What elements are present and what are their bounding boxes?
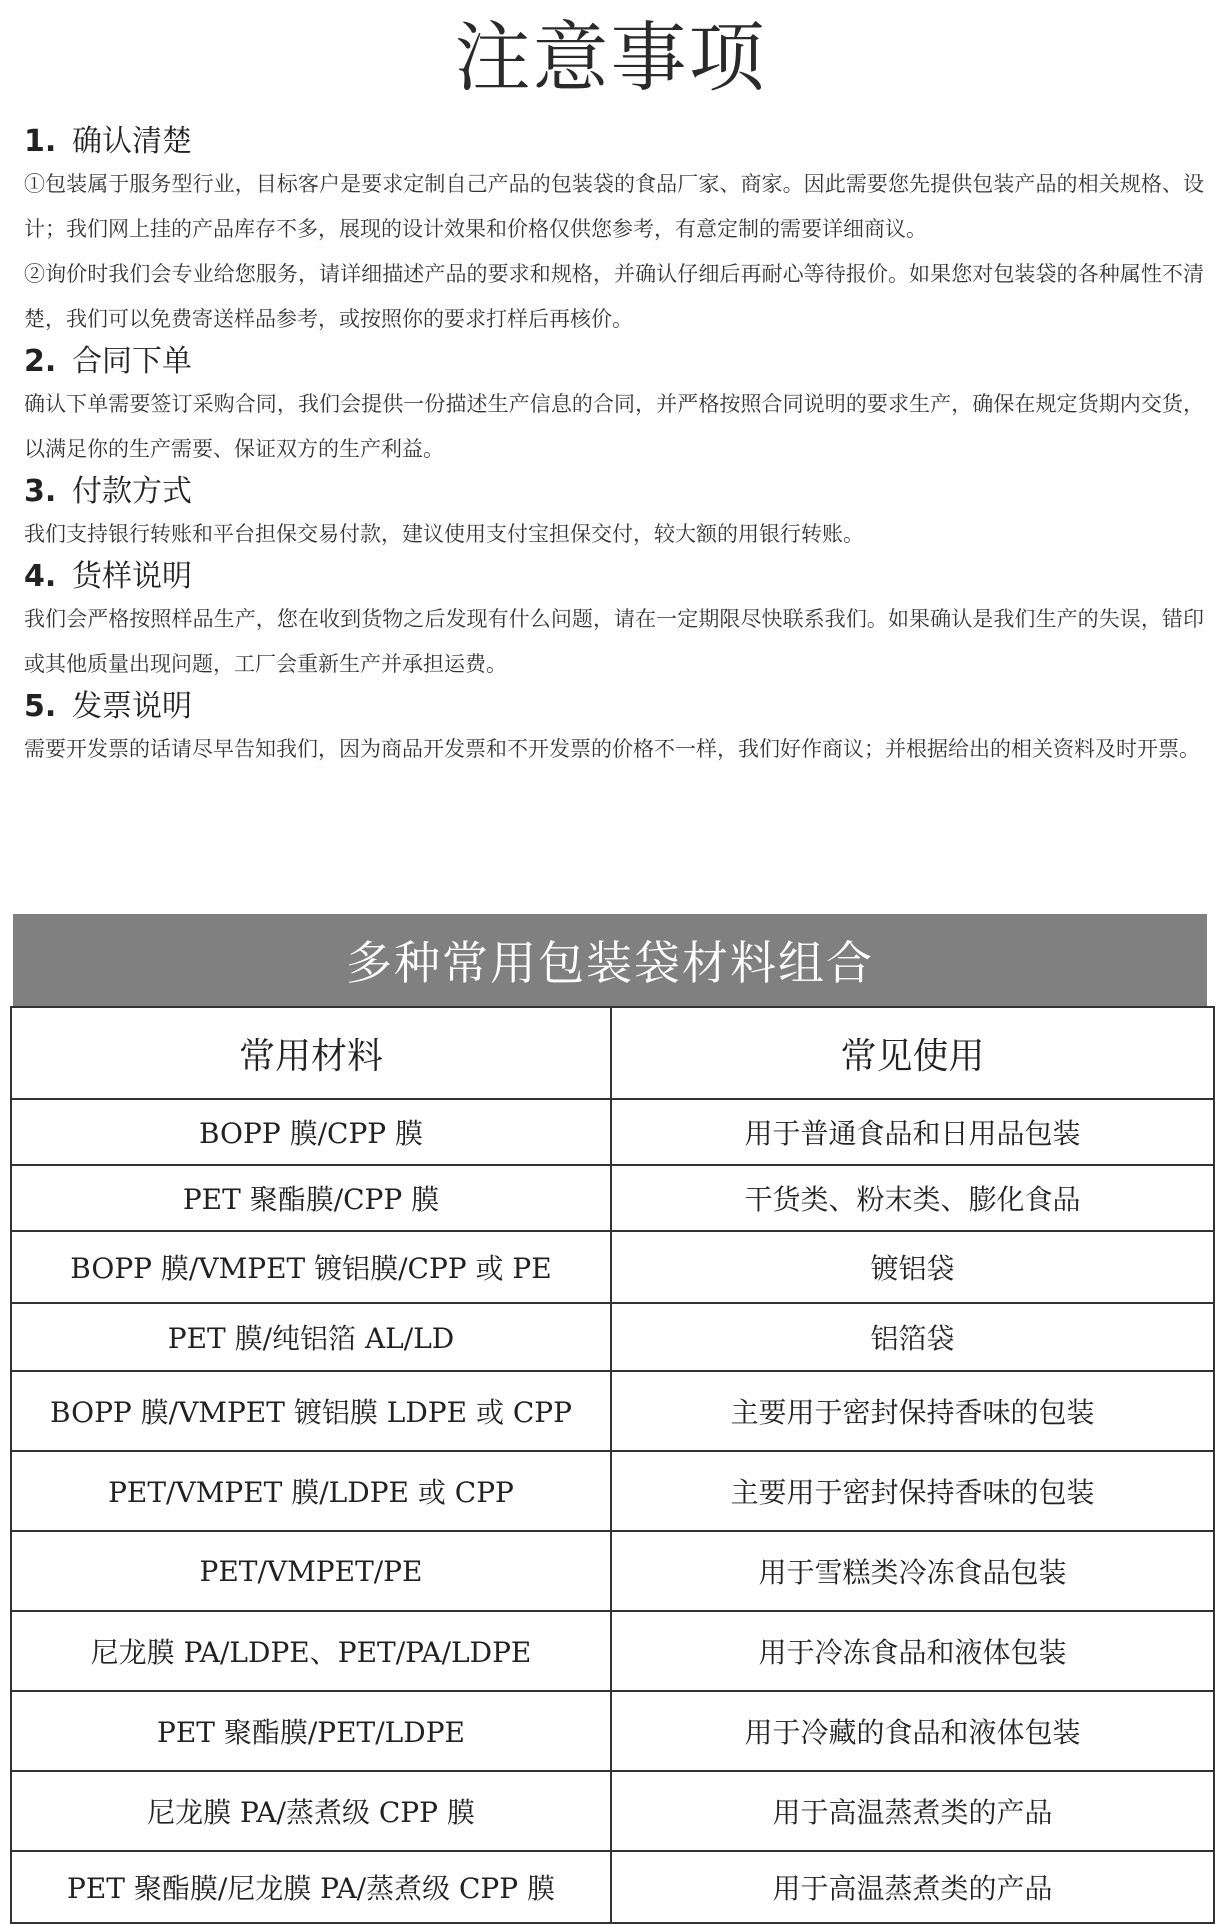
usage-cell: 用于冷冻食品和液体包装 [611,1611,1214,1691]
table-row [11,1303,1214,1371]
section-heading-confirm [24,122,1204,162]
usage-cell: 用于高温蒸煮类的产品 [611,1771,1214,1851]
table-row [11,1165,1214,1231]
section-number: 5. [24,689,57,724]
material-cell: BOPP 膜/CPP 膜 [11,1099,611,1165]
usage-cell: 铝箔袋 [611,1303,1214,1371]
section-title: 确认清楚 [72,124,192,159]
usage-cell: 主要用于密封保持香味的包装 [611,1371,1214,1451]
materials-table [10,1006,1215,1924]
section-heading-invoice [24,687,1204,727]
notes-section [24,122,1204,772]
table-row [11,1611,1214,1691]
section-title: 付款方式 [72,474,192,509]
section-number: 2. [24,344,57,379]
paragraph: 需要开发票的话请尽早告知我们，因为商品开发票和不开发票的价格不一样，我们好作商议；并根据给出的相关资料及时开票。 [24,737,1200,761]
table-row [11,1099,1214,1165]
material-cell: BOPP 膜/VMPET 镀铝膜 LDPE 或 CPP [11,1371,611,1451]
material-cell: BOPP 膜/VMPET 镀铝膜/CPP 或 PE [11,1231,611,1303]
section-title: 发票说明 [72,689,192,724]
column-header-material: 常用材料 [11,1007,611,1099]
material-cell: PET 聚酯膜/尼龙膜 PA/蒸煮级 CPP 膜 [11,1851,611,1923]
table-row [11,1531,1214,1611]
material-cell: PET/VMPET 膜/LDPE 或 CPP [11,1451,611,1531]
usage-cell: 用于普通食品和日用品包装 [611,1099,1214,1165]
usage-cell: 用于高温蒸煮类的产品 [611,1851,1214,1923]
paragraph: ②询价时我们会专业给您服务，请详细描述产品的要求和规格，并确认仔细后再耐心等待报价。如果您对包装袋的各种属性不清楚，我们可以免费寄送样品参考，或按照你的要求打样后再核价。 [24,262,1204,331]
banner-title: 多种常用包装袋材料组合 [346,936,874,990]
paragraph: 确认下单需要签订采购合同，我们会提供一份描述生产信息的合同，并严格按照合同说明的要求生产，确保在规定货期内交货，以满足你的生产需要、保证双方的生产利益。 [24,392,1204,461]
table-header-row [11,1007,1214,1099]
table-row [11,1691,1214,1771]
material-cell: PET 膜/纯铝箔 AL/LD [11,1303,611,1371]
material-cell: 尼龙膜 PA/蒸煮级 CPP 膜 [11,1771,611,1851]
material-cell: PET/VMPET/PE [11,1531,611,1611]
usage-cell: 用于冷藏的食品和液体包装 [611,1691,1214,1771]
paragraph: 我们会严格按照样品生产，您在收到货物之后发现有什么问题，请在一定期限尽快联系我们。如果确认是我们生产的失误，错印或其他质量出现问题，工厂会重新生产并承担运费。 [24,607,1204,676]
paragraph: ①包装属于服务型行业，目标客户是要求定制自己产品的包装袋的食品厂家、商家。因此需要您先提供包装产品的相关规格、设计；我们网上挂的产品库存不多，展现的设计效果和价格仅供您参考，有意定制的需要详细商议。 [24,172,1204,241]
usage-cell: 主要用于密封保持香味的包装 [611,1451,1214,1531]
material-cell: PET 聚酯膜/CPP 膜 [11,1165,611,1231]
usage-cell: 干货类、粉末类、膨化食品 [611,1165,1214,1231]
materials-banner [13,914,1207,1006]
table-row [11,1371,1214,1451]
usage-cell: 用于雪糕类冷冻食品包装 [611,1531,1214,1611]
column-header-usage: 常见使用 [611,1007,1214,1099]
table-row [11,1231,1214,1303]
section-heading-samples [24,557,1204,597]
section-title: 货样说明 [72,559,192,594]
section-number: 4. [24,559,57,594]
table-row [11,1771,1214,1851]
usage-cell: 镀铝袋 [611,1231,1214,1303]
section-number: 3. [24,474,57,509]
section-heading-contract [24,342,1204,382]
section-heading-payment [24,472,1204,512]
material-cell: 尼龙膜 PA/LDPE、PET/PA/LDPE [11,1611,611,1691]
paragraph: 我们支持银行转账和平台担保交易付款，建议使用支付宝担保交付，较大额的用银行转账。 [24,522,864,546]
table-row [11,1451,1214,1531]
table-row [11,1851,1214,1923]
page-title: 注意事项 [454,13,767,102]
section-title: 合同下单 [72,344,192,379]
section-number: 1. [24,124,57,159]
material-cell: PET 聚酯膜/PET/LDPE [11,1691,611,1771]
